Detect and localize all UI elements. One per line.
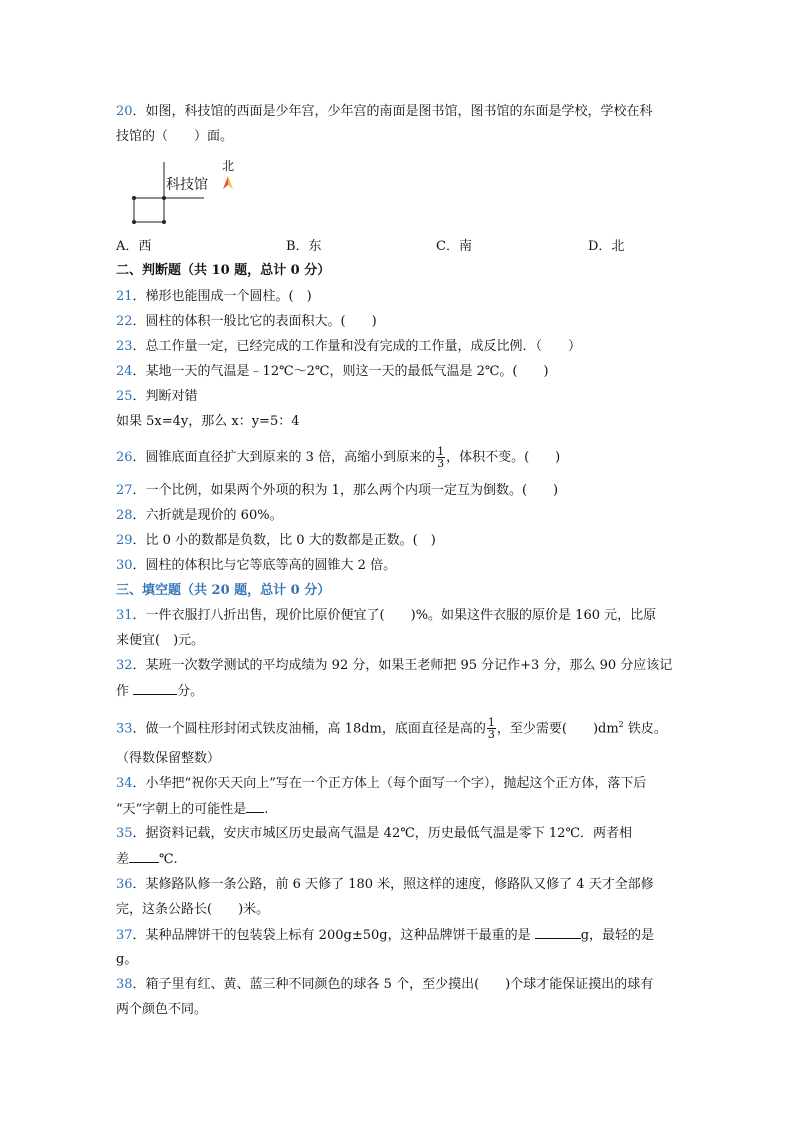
question-text: ．圆柱的体积一般比它的表面积大。( ) — [132, 314, 377, 329]
question-text: ．一件衣服打八折出售，现价比原价便宜了( )%。如果这件衣服的原价是 160 元，比原 — [132, 608, 657, 623]
question-35 — [116, 825, 632, 843]
question-text: 铁皮。 — [623, 721, 667, 737]
question-33-line2: （得数保留整数） — [116, 751, 221, 766]
option-b[interactable]: B．东 — [286, 239, 322, 254]
fraction — [487, 717, 496, 740]
question-29 — [116, 532, 436, 550]
question-text: ．判断对错 — [132, 389, 198, 404]
question-number: 35 — [116, 826, 133, 841]
question-text: ．梯形也能围成一个圆柱。( ) — [132, 289, 312, 304]
question-number: 27 — [116, 483, 133, 498]
option-c[interactable]: C．南 — [436, 239, 472, 254]
question-27 — [116, 482, 558, 500]
question-number: 37 — [116, 928, 133, 943]
compass-icon — [223, 176, 228, 189]
direction-diagram — [128, 156, 248, 236]
junction-dot — [162, 220, 166, 224]
question-text: ．某班一次数学测试的平均成绩为 92 分，如果王老师把 95 分记作+3 分，那么 90 分应该记 — [132, 658, 673, 673]
fraction-numerator: 1 — [437, 445, 445, 458]
answer-blank[interactable] — [246, 800, 264, 813]
question-text: ．圆柱的体积比与它等底等高的圆锥大 2 倍。 — [132, 558, 397, 573]
option-a[interactable]: A．西 — [116, 239, 152, 254]
question-number: 36 — [116, 877, 133, 892]
question-text: g，最轻的是 — [580, 928, 655, 943]
north-label: 北 — [222, 159, 235, 173]
question-25-sub: 如果 5x=4y，那么 x：y=5：4 — [116, 414, 300, 429]
question-35-line2 — [116, 850, 178, 869]
junction-dot — [132, 220, 136, 224]
question-number: 25 — [116, 389, 133, 404]
answer-blank[interactable] — [133, 682, 177, 695]
question-20 — [116, 103, 653, 121]
section-heading: 二、判断题（共 10 题，总计 0 分） — [116, 263, 331, 278]
question-26 — [116, 446, 560, 469]
question-28 — [116, 507, 283, 525]
question-number: 26 — [116, 450, 133, 465]
question-text: ．总工作量一定，已经完成的工作量和没有完成的工作量，成反比例．（ ） — [132, 339, 582, 354]
question-38 — [116, 976, 653, 994]
question-23 — [116, 338, 581, 356]
question-text: ．如图，科技馆的西面是少年宫，少年宫的南面是图书馆，图书馆的东面是学校，学校在科 — [132, 104, 653, 119]
question-text: ．比 0 小的数都是负数，比 0 大的数都是正数。( ) — [132, 533, 436, 548]
fraction-denominator: 3 — [487, 728, 495, 742]
question-32-line2 — [116, 682, 203, 701]
question-20-line2 — [116, 128, 233, 146]
question-number: 28 — [116, 508, 133, 523]
question-37 — [116, 926, 654, 945]
question-25 — [116, 388, 198, 406]
question-36 — [116, 876, 654, 894]
superscript: 2 — [618, 720, 624, 729]
question-31-line2: 来便宜( )元。 — [116, 633, 205, 648]
question-34 — [116, 775, 646, 793]
question-text: ．某种品牌饼干的包装袋上标有 200g±50g，这种品牌饼干最重的是 — [132, 928, 535, 943]
compass-icon-half — [228, 176, 233, 189]
question-text: ．六折就是现价的 60%。 — [132, 508, 283, 523]
answer-blank[interactable] — [535, 926, 581, 939]
question-33 — [116, 716, 667, 740]
question-text: ．圆锥底面直径扩大到原来的 3 倍，高缩小到原来的 — [132, 450, 436, 465]
question-24 — [116, 363, 549, 381]
question-text: ，至少需要( )dm — [496, 721, 619, 737]
question-text: 作 — [116, 684, 134, 699]
question-number: 33 — [116, 721, 133, 737]
section-heading: 三、填空题（共 20 题，总计 0 分） — [116, 583, 331, 598]
question-text: ．一个比例，如果两个外项的积为 1，那么两个内项一定互为倒数。( ) — [132, 483, 559, 498]
question-32 — [116, 657, 672, 675]
question-number: 21 — [116, 289, 133, 304]
diagram-label: 科技馆 — [166, 177, 208, 193]
question-text: 分。 — [177, 684, 204, 699]
question-number: 24 — [116, 364, 133, 379]
question-number: 29 — [116, 533, 133, 548]
question-38-line2: 两个颜色不同。 — [116, 1002, 208, 1017]
option-d[interactable]: D．北 — [588, 239, 625, 254]
junction-dot — [162, 196, 166, 200]
question-text: ．小华把“祝你天天向上”写在一个正方体上（每个面写一个字），抛起这个正方体，落下后 — [132, 776, 647, 791]
fraction-numerator: 1 — [487, 716, 495, 730]
question-30 — [116, 557, 396, 575]
question-number: 23 — [116, 339, 133, 354]
fraction — [436, 446, 445, 469]
question-text: ．据资料记载，安庆市城区历史最高气温是 42℃，历史最低气温是零下 12℃．两者相 — [132, 826, 632, 841]
question-number: 34 — [116, 776, 133, 791]
question-22 — [116, 313, 377, 331]
question-number: 31 — [116, 608, 133, 623]
question-text: . — [264, 802, 269, 817]
question-text: “天”字朝上的可能性是 — [116, 802, 247, 817]
question-36-line2: 完，这条公路长( )米。 — [116, 902, 270, 917]
question-text: 技馆的（ ）面。 — [116, 129, 234, 144]
question-text: ，体积不变。( ) — [446, 450, 561, 465]
question-number: 30 — [116, 558, 133, 573]
question-21 — [116, 288, 312, 306]
question-number: 38 — [116, 977, 133, 992]
question-number: 20 — [116, 104, 133, 119]
fraction-denominator: 3 — [437, 457, 445, 470]
question-text: ℃. — [159, 852, 178, 867]
question-37-line2: g。 — [116, 952, 138, 967]
question-number: 22 — [116, 314, 133, 329]
question-text: ．箱子里有红、黄、蓝三种不同颜色的球各 5 个，至少摸出( )个球才能保证摸出的球有 — [132, 977, 654, 992]
question-31 — [116, 607, 656, 625]
junction-dot — [132, 196, 136, 200]
question-34-line2 — [116, 800, 268, 819]
answer-blank[interactable] — [129, 850, 159, 863]
question-text: 差 — [116, 852, 130, 867]
question-text: ．做一个圆柱形封闭式铁皮油桶，高 18dm，底面直径是高的 — [132, 721, 486, 737]
question-number: 32 — [116, 658, 133, 673]
question-text: ．某修路队修一条公路，前 6 天修了 180 米，照这样的速度，修路队又修了 4 天才全部修 — [132, 877, 654, 892]
question-text: ．某地一天的气温是﹣12℃～2℃，则这一天的最低气温是 2℃。( ) — [132, 364, 549, 379]
